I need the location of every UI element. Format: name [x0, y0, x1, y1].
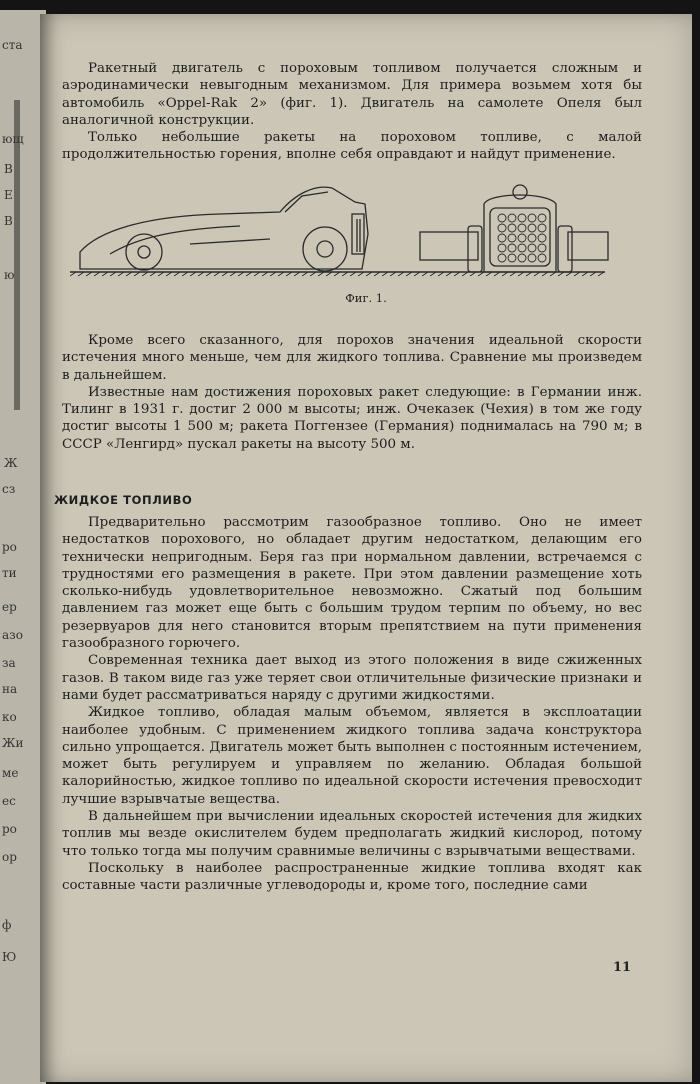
paragraph: Современная техника дает выход из этого положения в виде сжиженных газов. В таком виде газ уже теряет свои отличительные физические признаки и нами будет рассматриваться наряду с другими жидкостями. [62, 653, 642, 703]
paragraph: Известные нам достижения пороховых ракет следующие: в Германии инж. Тилинг в 1931 г. достиг 2 000 м высоты; инж. Очеказек (Чехия) в том же году достиг высоты 1 500 м; ракета Поггензее (Германия) поднималась на 790 м; в СССР «Ленгирд» пускал ракеты на высоту 500 м. [62, 384, 642, 452]
left-page-fragment: Ю [2, 950, 17, 964]
paragraph: Поскольку в наиболее распространенные жидкие топлива входят как составные части различные углеводороды и, кроме того, последние сами [62, 860, 642, 894]
left-page-fragment: Ж [4, 456, 18, 470]
paragraph: В дальнейшем при вычислении идеальных скоростей истечения для жидких топлив мы везде окислителем будем предполагать жидкий кислород, потому что только тогда мы получим сравнимые величины с взрывчатыми веществами. [62, 809, 642, 859]
left-page-fragment: ста [2, 38, 23, 52]
left-page-fragment: B [4, 162, 13, 176]
left-page-fragment: Жи [2, 736, 24, 750]
paragraph: Ракетный двигатель с пороховым топливом получается сложным и аэродинамически невыгодным механизмом. Для примера возьмем хотя бы автомобиль «Oppel-Rak 2» (фиг. 1). Двигатель на самолете Опеля был аналогичной конструкции. [62, 61, 642, 128]
figure-oppel-rak-illustration [70, 174, 620, 304]
left-page-fragment: ор [2, 850, 17, 864]
car-side-view [80, 187, 368, 271]
paragraph: Кроме всего сказанного, для порохов значения идеальной скорости истечения много меньше, чем для жидкого топлива. Сравнение мы произведем в дальнейшем. [62, 333, 642, 383]
page-number: 11 [613, 960, 632, 975]
text-block-middle [62, 332, 642, 453]
left-page-fragment: ф [2, 918, 12, 932]
left-page-fragment: ко [2, 710, 17, 724]
left-page-fragment: ро [2, 540, 17, 554]
paragraph: Жидкое топливо, обладая малым объемом, является в эксплоатации наиболее удобным. С применением жидкого топлива задача конструктора сильно упрощается. Двигатель может быть выполнен с постоянным истечением, может быть регулируем и управляем по желанию. Обладая большой калорийностью, жидкое топливо по идеальной скорости истечения превосходит лучшие взрывчатые вещества. [62, 705, 642, 807]
text-block-top [62, 60, 642, 164]
text-block-bottom [62, 514, 642, 895]
left-page-fragment: ти [2, 566, 17, 580]
left-page-fragment: ю [4, 268, 15, 282]
left-page-fragment: ме [2, 766, 19, 780]
left-page-fragment: на [2, 682, 18, 696]
left-page-fragment: ющ [2, 132, 24, 146]
left-page-fragment: Е [4, 188, 13, 202]
section-heading: ЖИДКОЕ ТОПЛИВО [54, 493, 193, 507]
paragraph: Предварительно рассмотрим газообразное топливо. Оно не имеет недостатков порохового, но обладает другим недостатком, делающим его технически непригодным. Беря газ при нормальном давлении, встречаемся с трудностями его размещения в ракете. При этом давлении размещение хоть сколько-нибудь удовлетворительное невозможно. Сжатый под большим давлением газ может еще быть с большим трудом терпим по объему, но вес резервуаров для него становится вторым препятствием на пути применения газообразного горючего. [62, 515, 642, 652]
book-page [40, 14, 692, 1082]
left-page-fragment: ер [2, 600, 17, 614]
left-page-fragment: ро [2, 822, 17, 836]
figure-caption: Фиг. 1. [345, 291, 387, 305]
left-page-fragment: азо [2, 628, 23, 642]
left-page-fragment: В [4, 214, 13, 228]
left-page-fragment: ес [2, 794, 16, 808]
car-rear-view [420, 185, 608, 272]
left-page-fragment: сз [2, 482, 16, 496]
left-page-rule [14, 100, 20, 410]
left-page-fragment: за [2, 656, 16, 670]
paragraph: Только небольшие ракеты на пороховом топливе, с малой продолжительностью горения, вполне себя оправдают и найдут применение. [62, 130, 642, 163]
